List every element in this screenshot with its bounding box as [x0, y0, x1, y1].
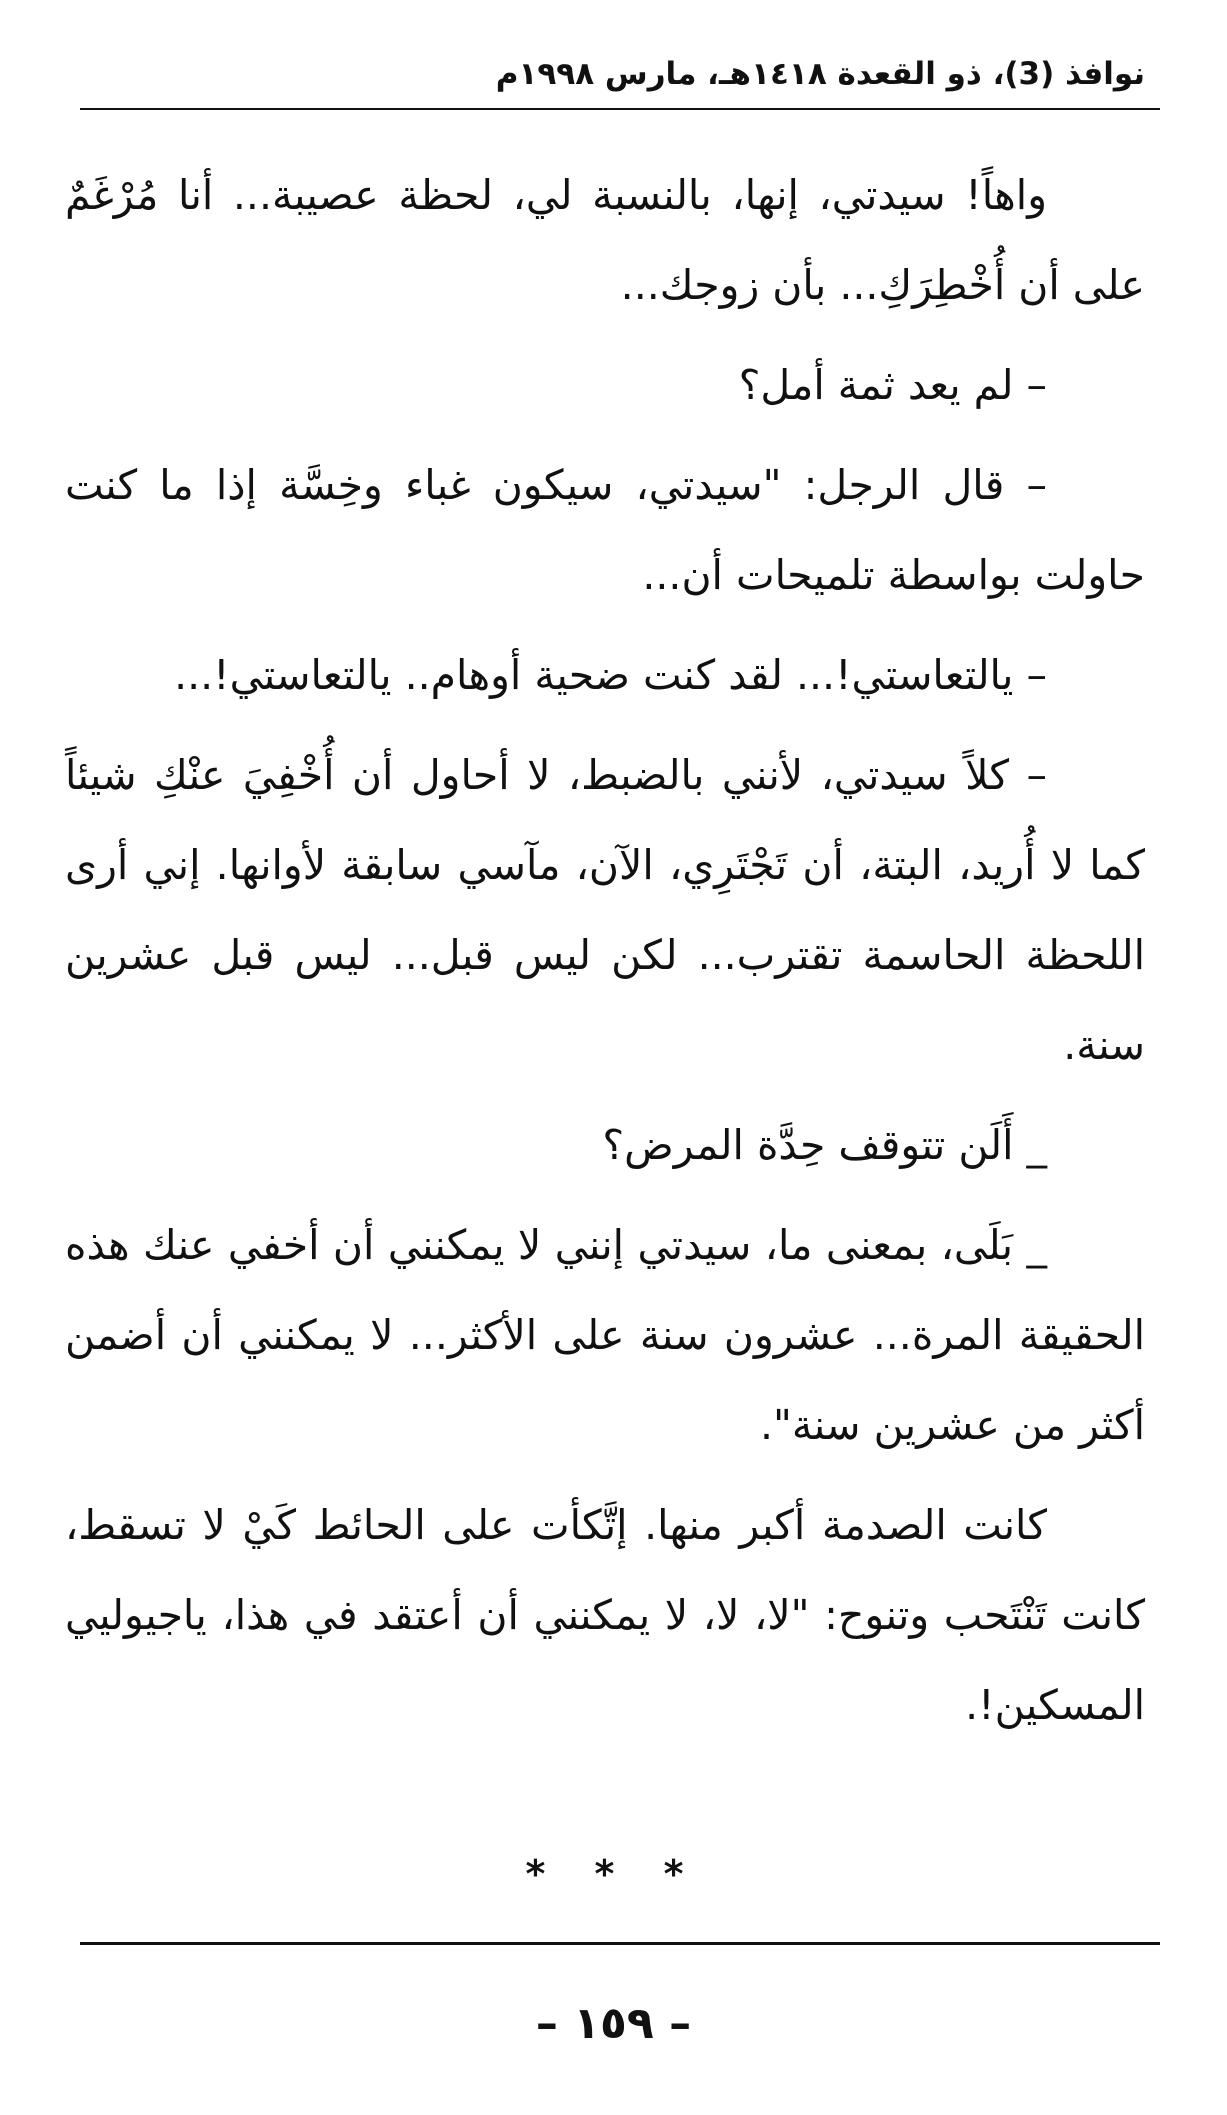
paragraph: واهاً! سيدتي، إنها، بالنسبة لي، لحظة عصيبة... أنا مُرْغَمٌ على أن أُخْطِرَكِ... بأن زوجك...: [65, 171, 1145, 309]
body-text: [65, 150, 1145, 1750]
footer-rule: [80, 1942, 1160, 1945]
paragraph: – قال الرجل: "سيدتي، سيكون غباء وخِسَّة إذا ما كنت حاولت بواسطة تلميحات أن...: [65, 461, 1145, 599]
section-separator: * * *: [525, 1852, 702, 1896]
page-number: – ١٥٩ –: [535, 1998, 692, 2049]
paragraph: – يالتعاستي!... لقد كنت ضحية أوهام.. يالتعاستي!...: [174, 651, 1047, 699]
paragraph: – لم يعد ثمة أمل؟: [738, 361, 1047, 409]
paragraph: _ بَلَى، بمعنى ما، سيدتي إنني لا يمكنني أن أخفي عنك هذه الحقيقة المرة... عشرون سنة على الأكثر... لا يمكنني أن أضمن أكثر من عشرين سنة".: [65, 1221, 1145, 1449]
header-rule: [80, 108, 1160, 110]
paragraph: – كلاً سيدتي، لأنني بالضبط، لا أحاول أن أُخْفِيَ عنْكِ شيئاً كما لا أُريد، البتة، أن تَجْتَرِي، الآن، مآسي سابقة لأوانها. إني أرى اللحظة الحاسمة تقترب... لكن ليس قبل... ليس قبل عشرين سنة.: [65, 751, 1145, 1069]
running-header: نوافذ (3)، ذو القعدة ١٤١٨هـ، مارس ١٩٩٨م: [495, 56, 1145, 92]
paragraph: _ أَلَن تتوقف حِدَّة المرض؟: [602, 1121, 1047, 1169]
paragraph: كانت الصدمة أكبر منها. إتَّكأت على الحائط كَيْ لا تسقط، كانت تَنْتَحب وتنوح: "لا، لا، لا يمكنني أن أعتقد في هذا، ياجيوليي المسكين!.: [65, 1501, 1145, 1729]
